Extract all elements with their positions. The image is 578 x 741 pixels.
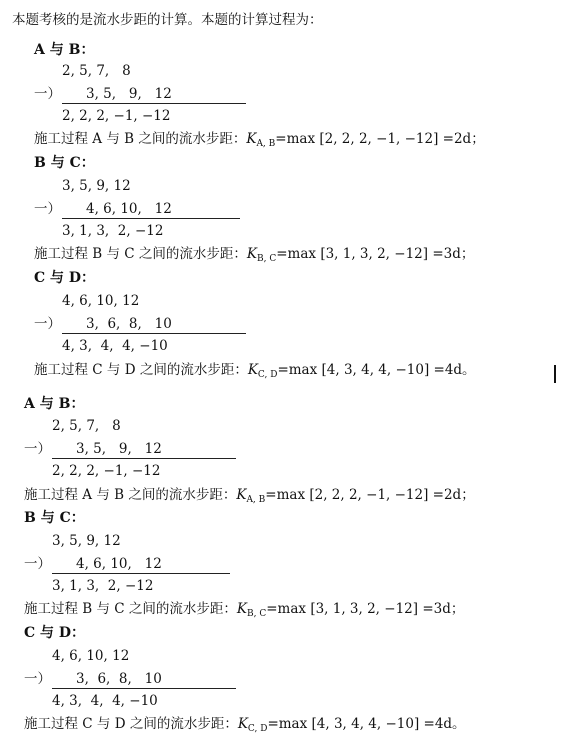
underline-c-d	[62, 333, 246, 334]
result-b-c: 施工过程 B 与 C 之间的流水步距：$K_{B, C}=\max$ [3, 1, 3, 2, −12] =3d；	[34, 246, 475, 264]
row2-b-c: 4, 6, 10, 12	[86, 201, 172, 217]
result-c-d: 施工过程 C 与 D 之间的流水步距：$K_{C, D}=\max$ [4, 3, 4, 4, −10] =4d。	[34, 362, 476, 380]
minus-sign-c-d: 一）	[34, 316, 61, 332]
block2-row2-a-b: 3, 5, 9, 12	[76, 441, 162, 457]
text-cursor	[554, 365, 556, 383]
block2-row2-c-d: 3, 6, 8, 10	[76, 671, 162, 687]
block2-underline-a-b	[52, 458, 236, 459]
block-title-b-c: B 与 C：	[34, 155, 95, 171]
row1-a-b: 2, 5, 7, 8	[62, 63, 131, 79]
block2-diff-a-b: 2, 2, 2, −1, −12	[52, 463, 161, 479]
block2-title-a-b: A 与 B：	[24, 396, 85, 412]
block2-result-a-b: 施工过程 A 与 B 之间的流水步距：$K_{A, B}=\max$ [2, 2, 2, −1, −12] =2d；	[24, 487, 475, 505]
block-title-a-b: A 与 B：	[34, 42, 95, 58]
block2-row1-a-b: 2, 5, 7, 8	[52, 418, 121, 434]
block2-row1-b-c: 3, 5, 9, 12	[52, 533, 121, 549]
row1-c-d: 4, 6, 10, 12	[62, 293, 140, 309]
block2-underline-b-c	[52, 573, 230, 574]
minus-sign-b-c: 一）	[34, 201, 61, 217]
underline-a-b	[62, 103, 246, 104]
row2-a-b: 3, 5, 9, 12	[86, 86, 172, 102]
block2-title-b-c: B 与 C：	[24, 510, 85, 526]
diff-c-d: 4, 3, 4, 4, −10	[62, 338, 168, 354]
block2-result-b-c: 施工过程 B 与 C 之间的流水步距：$K_{B, C}=\max$ [3, 1, 3, 2, −12] =3d；	[24, 601, 465, 619]
block2-title-c-d: C 与 D：	[24, 625, 86, 641]
row1-b-c: 3, 5, 9, 12	[62, 178, 131, 194]
minus-sign-a-b: 一）	[34, 86, 61, 102]
block2-result-c-d: 施工过程 C 与 D 之间的流水步距：$K_{C, D}=\max$ [4, 3, 4, 4, −10] =4d。	[24, 716, 466, 734]
underline-b-c	[62, 218, 240, 219]
block2-diff-b-c: 3, 1, 3, 2, −12	[52, 578, 154, 594]
intro-text: 本题考核的是流水步距的计算。本题的计算过程为：	[12, 12, 323, 28]
diff-b-c: 3, 1, 3, 2, −12	[62, 223, 164, 239]
block2-minus-sign-a-b: 一）	[24, 441, 51, 457]
block2-minus-sign-b-c: 一）	[24, 556, 51, 572]
block2-row1-c-d: 4, 6, 10, 12	[52, 648, 130, 664]
block2-row2-b-c: 4, 6, 10, 12	[76, 556, 162, 572]
result-a-b: 施工过程 A 与 B 之间的流水步距：$K_{A, B}=\max$ [2, 2, 2, −1, −12] =2d；	[34, 131, 485, 149]
block2-underline-c-d	[52, 688, 236, 689]
row2-c-d: 3, 6, 8, 10	[86, 316, 172, 332]
block2-diff-c-d: 4, 3, 4, 4, −10	[52, 693, 158, 709]
block2-minus-sign-c-d: 一）	[24, 671, 51, 687]
block-title-c-d: C 与 D：	[34, 270, 96, 286]
diff-a-b: 2, 2, 2, −1, −12	[62, 108, 171, 124]
